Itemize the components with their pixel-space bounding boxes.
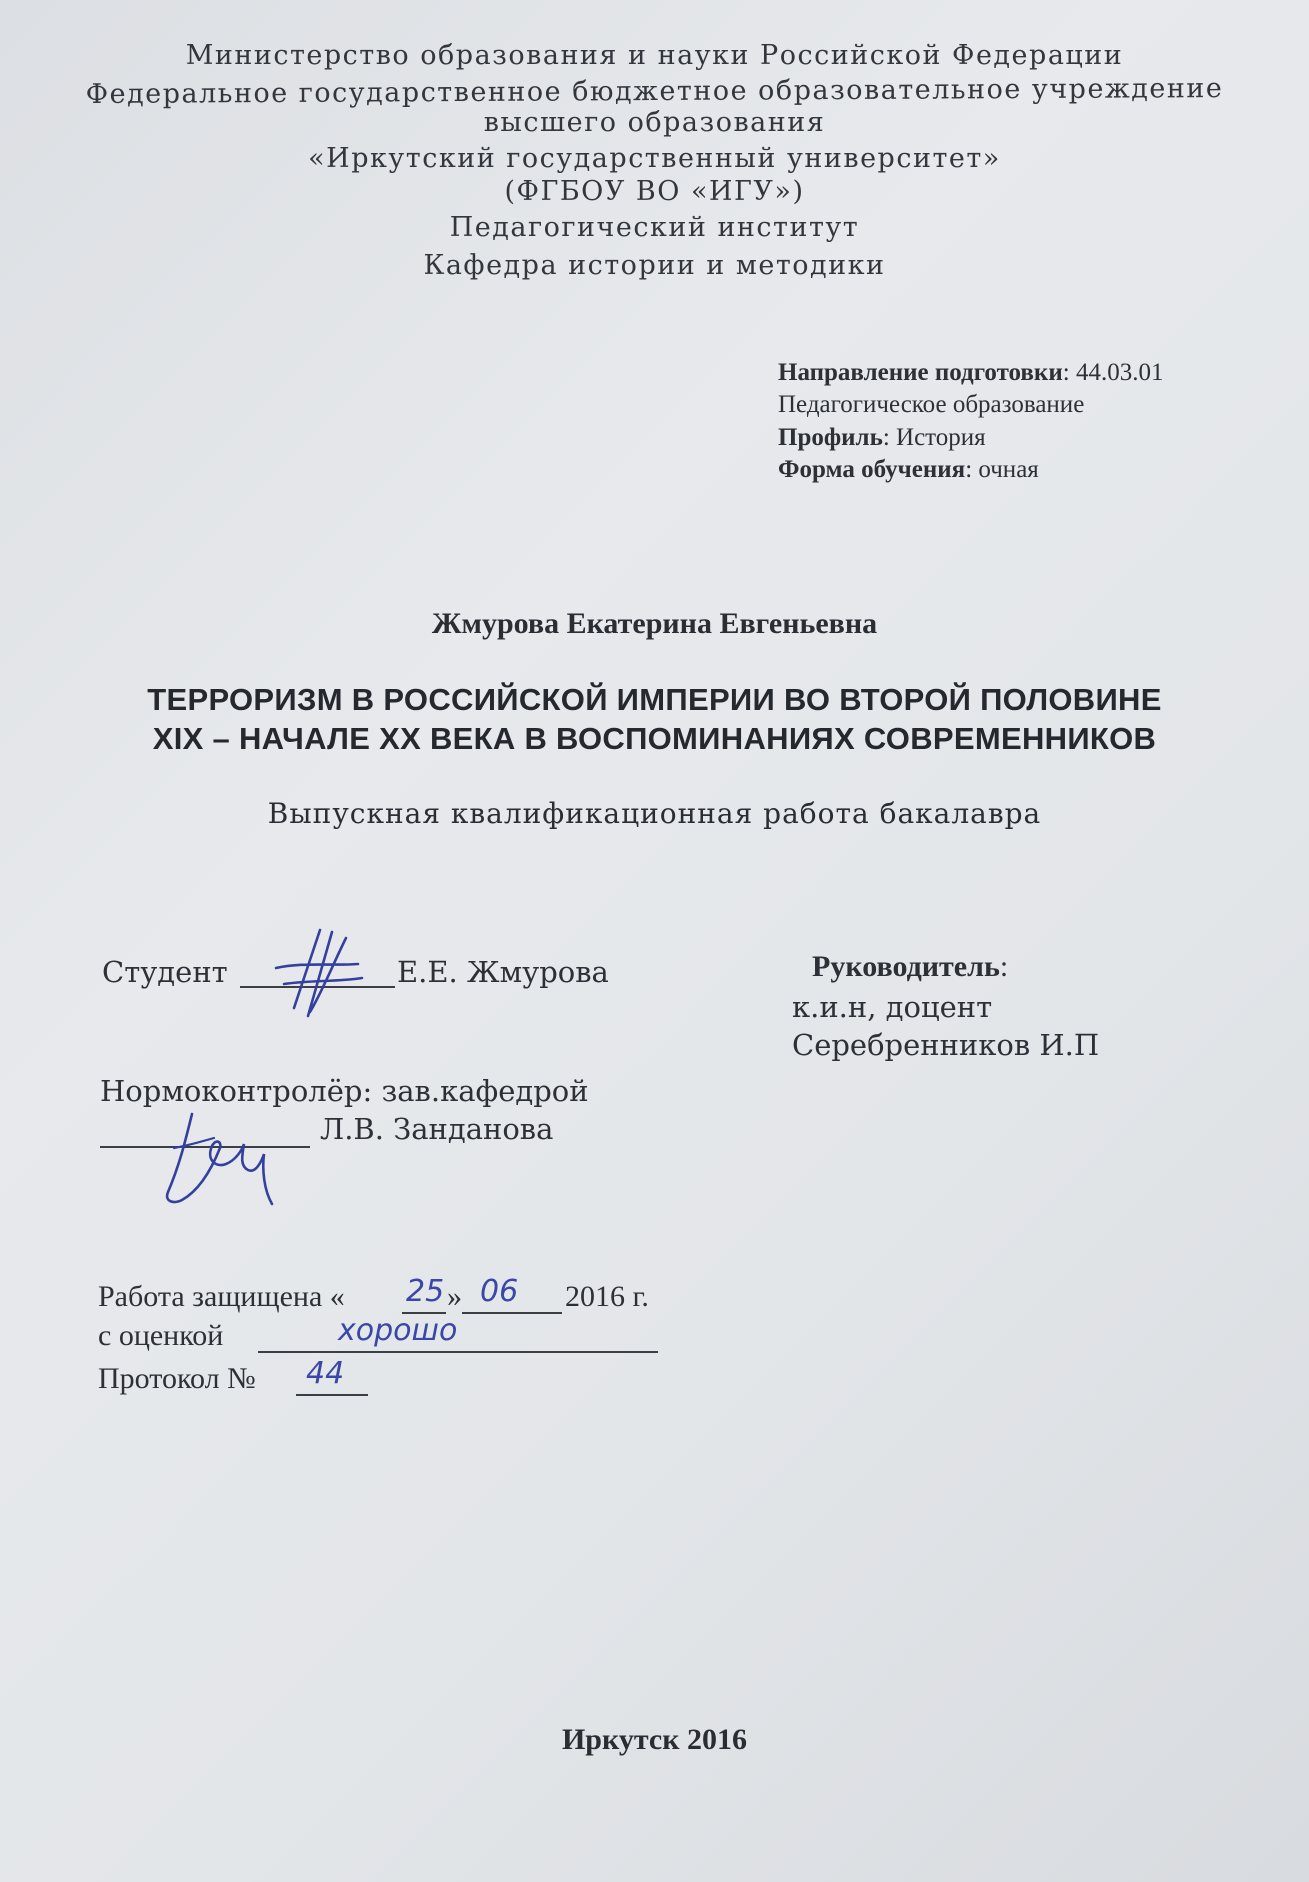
- defense-year: 2016 г.: [565, 1280, 649, 1313]
- meta-direction-code: : 44.03.01: [1062, 359, 1164, 386]
- protocol-line: [296, 1394, 368, 1396]
- supervisor-degree: к.и.н, доцент: [792, 990, 993, 1024]
- grade-line: [258, 1351, 658, 1353]
- normcontrol-name: Л.В. Занданова: [320, 1112, 554, 1146]
- header-institution-type: Федеральное государственное бюджетное образовательное учреждение: [85, 73, 1224, 110]
- meta-form-label: Форма обучения: [778, 456, 966, 483]
- grade-value: хорошо: [338, 1313, 458, 1348]
- student-signature: [262, 922, 372, 1022]
- footer-city-year: Иркутск 2016: [561, 1723, 748, 1756]
- meta-direction-name: Педагогическое образование: [778, 391, 1085, 418]
- header-education-level: высшего образования: [483, 107, 826, 138]
- meta-profile-value: : История: [882, 424, 986, 451]
- defense-month-line: [462, 1312, 562, 1314]
- header-abbreviation: (ФГБОУ ВО «ИГУ»): [504, 176, 805, 207]
- meta-profile: [778, 424, 986, 452]
- normcontrol-label: Нормоконтролёр: зав.кафедрой: [100, 1074, 589, 1108]
- meta-profile-label: Профиль: [778, 424, 883, 451]
- defense-label: Работа защищена «: [98, 1280, 345, 1313]
- header-institute: Педагогический институт: [449, 212, 860, 243]
- defense-day: 25: [406, 1274, 445, 1309]
- supervisor-colon: :: [999, 950, 1009, 983]
- meta-form-value: : очная: [965, 456, 1039, 483]
- supervisor: [812, 950, 1008, 984]
- meta-form: [778, 456, 1039, 484]
- header-university: «Иркутский государственный университет»: [308, 143, 1001, 174]
- header-department: Кафедра истории и методики: [423, 250, 886, 281]
- work-type: Выпускная квалификационная работа бакалавра: [267, 797, 1042, 830]
- grade-label: с оценкой: [98, 1319, 224, 1352]
- normcontrol-signature: [160, 1108, 290, 1218]
- meta-direction: [778, 359, 1163, 387]
- author-name: Жмурова Екатерина Евгеньевна: [431, 607, 878, 640]
- meta-direction-label: Направление подготовки: [778, 359, 1063, 386]
- header-ministry: Министерство образования и науки Российской Федерации: [185, 40, 1124, 71]
- thesis-title-line2: XIX – НАЧАЛЕ XX ВЕКА В ВОСПОМИНАНИЯХ СОВРЕМЕННИКОВ: [152, 721, 1157, 756]
- thesis-title-line1: ТЕРРОРИЗМ В РОССИЙСКОЙ ИМПЕРИИ ВО ВТОРОЙ ПОЛОВИНЕ: [147, 682, 1162, 717]
- supervisor-name: Серебренников И.П: [792, 1028, 1100, 1062]
- student-name: Е.Е. Жмурова: [397, 955, 609, 989]
- protocol-number: 44: [306, 1356, 345, 1391]
- defense-quote-close: »: [447, 1280, 462, 1313]
- supervisor-label: Руководитель: [812, 950, 1000, 983]
- protocol-label: Протокол №: [98, 1362, 256, 1395]
- defense-month: 06: [480, 1274, 519, 1309]
- student-label: Студент: [102, 955, 228, 989]
